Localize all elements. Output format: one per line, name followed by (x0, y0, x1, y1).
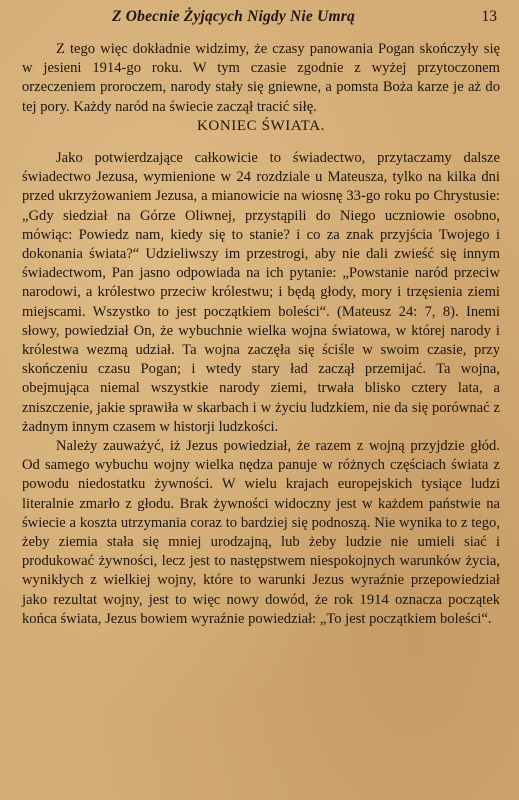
paragraph-3: Należy zauważyć, iż Jezus powiedział, że razem z wojną przyjdzie głód. Od samego wybuchu wojny wielka nędza panuje w różnych częściach świata z powodu niedostatku żywności. W wielu krajach europejskich tysiące ludzi literalnie zmarło z głodu. Brak żywności widoczny jest w każdem państwie na świecie a koszta utrzymania coraz to bardziej się podnoszą. Nie wynika to z tego, żeby ziemia stała się mniej urodzajną, lub żeby ludzie nie umieli siać i produkować żywności, lecz jest to następstwem niespokojnych warunków życia, wynikłych z wielkiej wojny, które to warunki Jezus wyraźnie przepowiedział jako rezultat wojny, jest to więc nowy dowód, że rok 1914 oznacza początek końca świata, Jezus bowiem wyraźnie powiedział: „To jest początkiem boleści“. (22, 438, 500, 627)
page-number: 13 (481, 8, 497, 25)
paragraph-1: Z tego więc dokładnie widzimy, że czasy panowania Pogan skończyły się w jesieni 1914-go roku. W tym czasie zgodnie z wyżej przytoczonem orzeczeniem proroczem, narody stały się gniewne, a pomsta Boża karze je aż do tej pory. Każdy naród na świecie zaczął tracić siłę. (22, 41, 500, 115)
running-title: Z Obecnie Żyjących Nigdy Nie Umrą (112, 8, 355, 25)
section-heading: KONIEC ŚWIATA. (196, 117, 326, 134)
running-header (0, 8, 519, 30)
page-body (22, 40, 500, 629)
paragraph-2: Jako potwierdzające całkowicie to świadectwo, przytaczamy dalsze świadectwo Jezusa, wymienione w 24 rozdziale u Mateusza, tylko na kilka dni przed ukrzyżowaniem Jezusa, a mianowicie na wiosnę 33-go roku po Chrystusie: „Gdy siedział na Górze Oliwnej, przystąpili do Niego uczniowie osobno, mówiąc: Powiedz nam, kiedy się to stanie? i co za znak przyjścia Twojego i dokonania świata?“ Udzieliwszy im przestrogi, aby nie dali zwieść się innym świadectwom, Pan jasno odpowiada na ich pytanie: „Powstanie naród przeciw narodowi, a królestwo przeciw królestwu; i będą głody, mory i trzęsienia ziemi miejscami. Wszystko to jest początkiem boleści“. (Mateusz 24: 7, 8). Inemi słowy, powiedział On, że wybuchnie wielka wojna światowa, w której narody i królestwa wezmą udział. Ta wojna zaczęła się ściśle w swoim czasie, przy skończeniu czasu Pogan; i wtedy stary ład zaczął przemijać. Ta wojna, obejmująca niemal wszystkie narody ziemi, trwała blisko cztery lata, a zniszczenie, jakie sprawiła w skarbach i w życiu ludzkiem, nie da się porównać z żadnym innym czasem w historji ludzkości. (22, 150, 500, 435)
